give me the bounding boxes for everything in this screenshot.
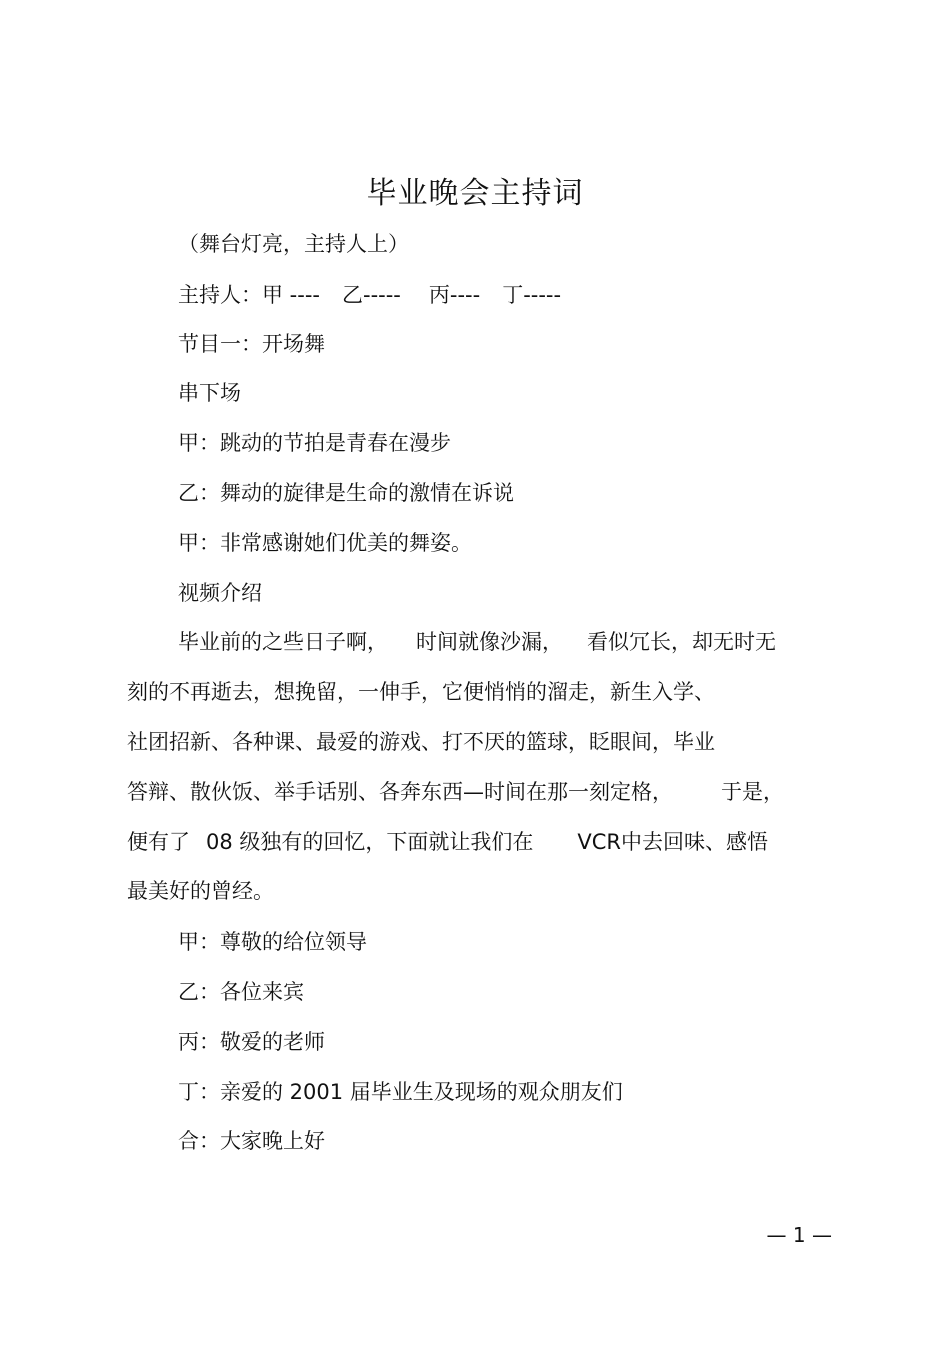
video-text-segment: 便有了 xyxy=(127,830,190,854)
document-title: 毕业晚会主持词 xyxy=(366,176,584,211)
video-text-segment: 时间就像沙漏， xyxy=(416,630,563,654)
dialogue-line: 丙：敬爱的老师 xyxy=(178,1030,325,1054)
host-yi: 乙----- xyxy=(342,283,401,307)
video-text-segment: 答辩、散伙饭、举手话别、各奔东西—时间在那一刻定格， xyxy=(127,780,673,804)
video-paragraph-line xyxy=(178,627,776,657)
video-paragraph-line: 刻的不再逝去，想挽留，一伸手，它便悄悄的溜走，新生入学、 xyxy=(127,680,715,704)
video-text-segment: 于是， xyxy=(721,780,784,804)
video-heading: 视频介绍 xyxy=(178,581,262,605)
video-paragraph-line: 社团招新、各种课、最爱的游戏、打不厌的篮球，眨眼间，毕业 xyxy=(127,730,715,754)
stage-note: （舞台灯亮，主持人上） xyxy=(178,232,409,256)
video-text-segment: 毕业前的之些日子啊， xyxy=(178,630,388,654)
video-text-segment: 看似冗长，却无时无 xyxy=(587,630,776,654)
hosts-label: 主持人： xyxy=(178,283,262,307)
dialogue-line: 乙：各位来宾 xyxy=(178,980,304,1004)
dialogue-line: 甲：非常感谢她们优美的舞姿。 xyxy=(178,531,472,555)
dialogue-line: 合：大家晚上好 xyxy=(178,1129,325,1153)
video-paragraph-line: 最美好的曾经。 xyxy=(127,879,274,903)
video-text-segment: VCR中去回味、感悟 xyxy=(577,830,769,854)
dialogue-line: 乙：舞动的旋律是生命的激情在诉说 xyxy=(178,481,514,505)
host-jia: 甲 ---- xyxy=(262,283,320,307)
video-paragraph-line xyxy=(127,777,784,807)
dialogue-line: 甲：尊敬的给位领导 xyxy=(178,930,367,954)
page-number: — 1 — xyxy=(766,1223,832,1247)
transition-line: 串下场 xyxy=(178,381,241,405)
host-bing: 丙---- xyxy=(428,283,481,307)
video-text-segment: 08 级独有的回忆，下面就让我们在 xyxy=(206,830,534,854)
video-paragraph-line xyxy=(127,827,768,857)
host-ding: 丁----- xyxy=(502,283,562,307)
dialogue-line: 丁：亲爱的 2001 届毕业生及现场的观众朋友们 xyxy=(178,1080,623,1104)
hosts-line xyxy=(178,280,561,310)
dialogue-line: 甲：跳动的节拍是青春在漫步 xyxy=(178,431,451,455)
program-one: 节目一：开场舞 xyxy=(178,332,325,356)
